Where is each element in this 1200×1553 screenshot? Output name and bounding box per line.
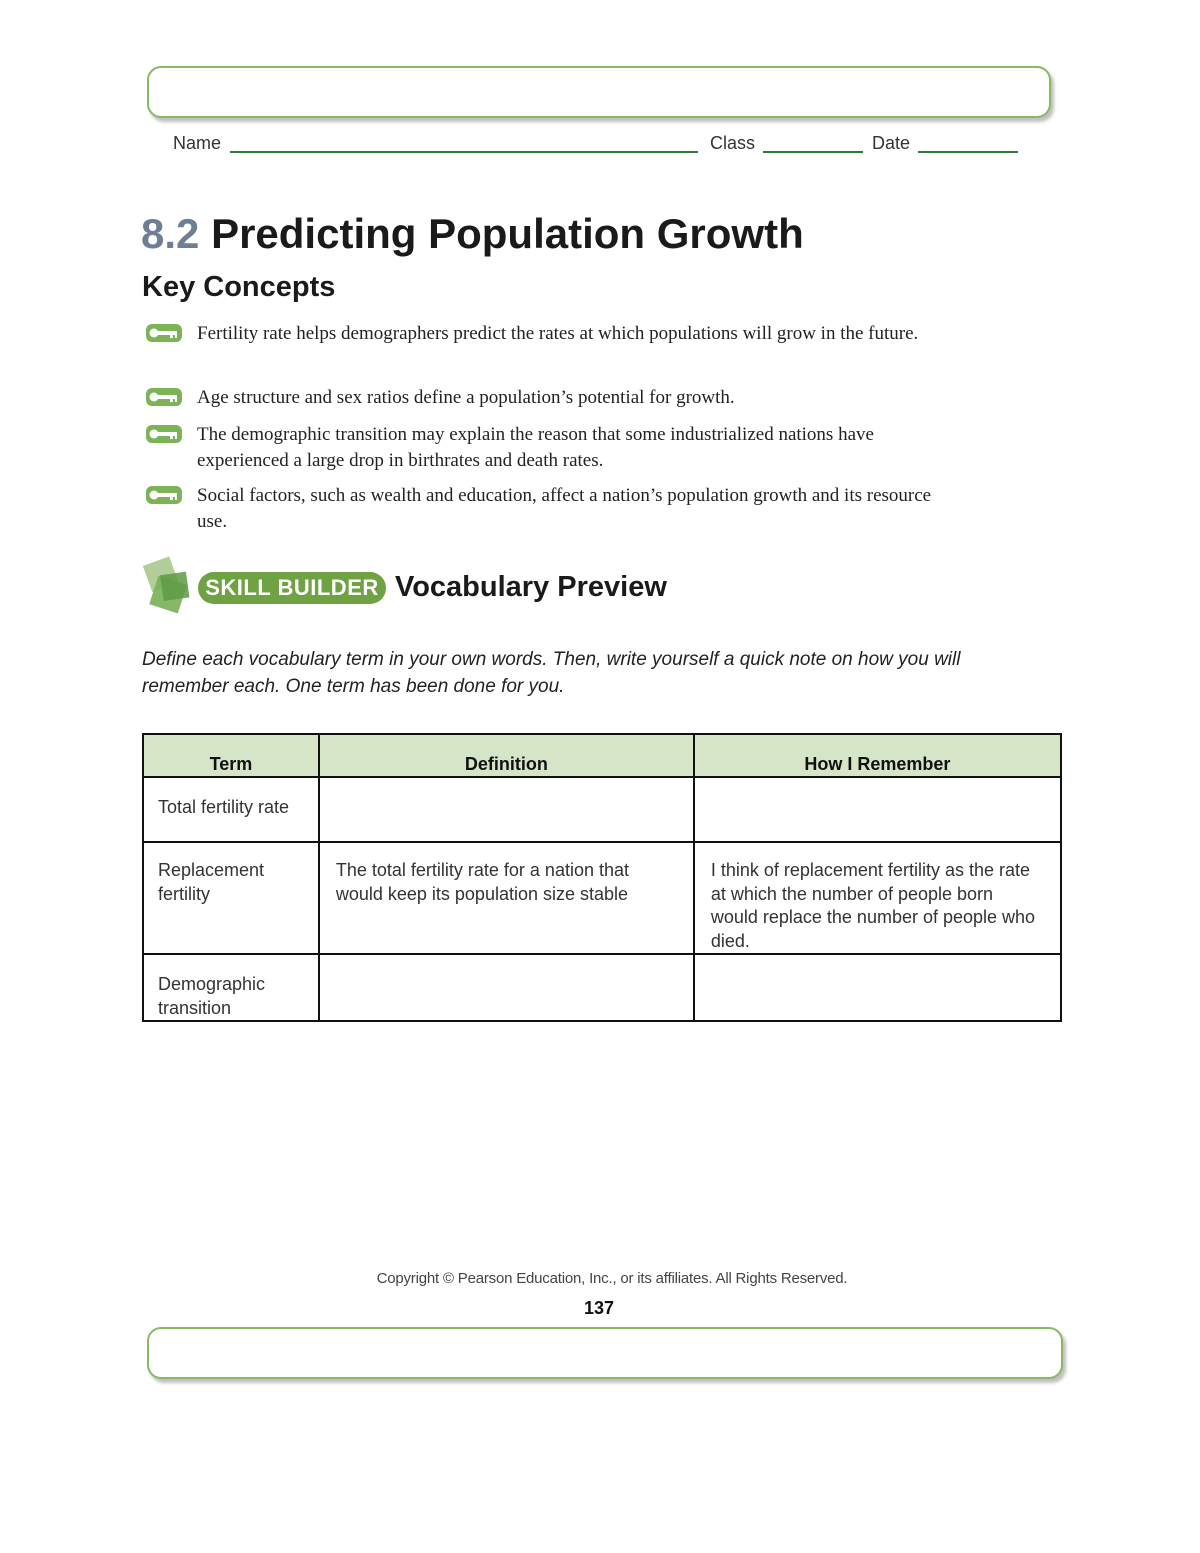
term-cell: Replacement fertility <box>143 842 319 954</box>
bottom-decorative-bar <box>147 1327 1063 1379</box>
instructions-text: Define each vocabulary term in your own words. Then, write yourself a quick note on how you will remember each. One term has been done for you. <box>142 649 961 697</box>
key-concepts-heading: Key Concepts <box>142 271 336 303</box>
table-row <box>143 777 1061 842</box>
page-title <box>141 210 804 258</box>
key-icon <box>145 424 183 444</box>
name-field[interactable] <box>230 151 698 153</box>
term-cell: Demographic transition <box>143 954 319 1021</box>
class-label: Class <box>710 133 756 153</box>
definition-cell[interactable] <box>319 954 694 1021</box>
skill-builder-header <box>140 552 760 624</box>
key-concept-text: Age structure and sex ratios define a population’s potential for growth. <box>197 387 735 408</box>
how-i-remember-cell[interactable] <box>694 777 1061 842</box>
skill-builder-cards-icon <box>140 552 200 624</box>
skill-builder-badge: SKILL BUILDER <box>198 572 386 604</box>
definition-cell[interactable] <box>319 777 694 842</box>
how-i-remember-cell[interactable]: I think of replacement fertility as the rate at which the number of people born would replace the number of people who died. <box>694 842 1061 954</box>
table-header-row <box>143 734 1061 777</box>
class-field[interactable] <box>763 151 863 153</box>
page-number: 137 <box>583 1298 615 1318</box>
copyright-notice: Copyright © Pearson Education, Inc., or its affiliates. All Rights Reserved. <box>376 1270 848 1287</box>
key-concept-text: Fertility rate helps demographers predict the rates at which populations will grow in the future. <box>197 323 919 344</box>
key-icon <box>145 485 183 505</box>
skill-builder-title: Vocabulary Preview <box>395 571 667 603</box>
table-row <box>143 954 1061 1021</box>
column-header-definition: Definition <box>319 734 694 777</box>
definition-cell[interactable]: The total fertility rate for a nation that would keep its population size stable <box>319 842 694 954</box>
name-class-date-line <box>173 133 1023 157</box>
name-label: Name <box>173 133 222 153</box>
term-cell: Total fertility rate <box>143 777 319 842</box>
how-i-remember-cell[interactable] <box>694 954 1061 1021</box>
chapter-title-text: Predicting Population Growth <box>211 210 804 257</box>
column-header-term: Term <box>143 734 319 777</box>
vocabulary-table <box>142 733 1062 1022</box>
key-icon <box>145 323 183 343</box>
key-concept-text: Social factors, such as wealth and education, affect a nation’s population growth and its resource use. <box>197 485 932 532</box>
table-row <box>143 842 1061 954</box>
date-label: Date <box>872 133 911 153</box>
chapter-number: 8.2 <box>141 210 200 257</box>
column-header-how-i-remember: How I Remember <box>694 734 1061 777</box>
date-field[interactable] <box>918 151 1018 153</box>
key-icon <box>145 387 183 407</box>
top-decorative-bar <box>147 66 1051 118</box>
key-concept-text: The demographic transition may explain the reason that some industrialized nations have experienced a large drop in birthrates and death rates. <box>197 424 874 471</box>
